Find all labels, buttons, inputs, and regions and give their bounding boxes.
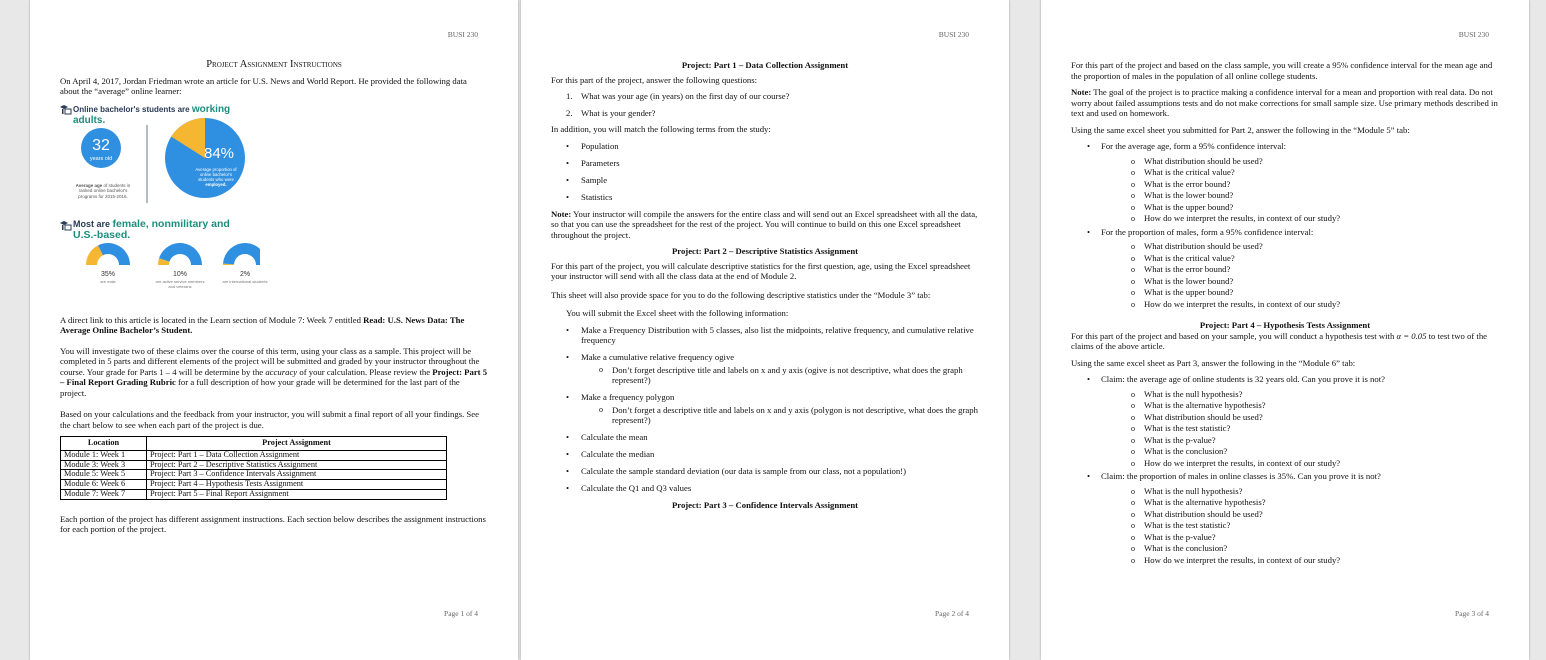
list-item: 2. What is your gender? <box>566 107 656 118</box>
sub-list <box>599 365 979 386</box>
part2-paragraph-3: You will submit the Excel sheet with the following information: <box>566 308 789 318</box>
part1-note <box>551 209 979 241</box>
gauge-caption: are active service members and veterans <box>155 278 205 289</box>
sub-list <box>1131 241 1499 310</box>
investigate-paragraph <box>60 346 488 399</box>
gauge-label <box>155 271 205 289</box>
sub-list-item: o What is the lower bound? <box>1131 190 1499 202</box>
sub-list-item: o What is the error bound? <box>1131 179 1499 191</box>
sub-list-item: o What is the critical value? <box>1131 167 1499 179</box>
location-cell: Module 3: Week 3 <box>61 460 147 470</box>
sub-list-item: o What is the alternative hypothesis? <box>1131 497 1499 509</box>
heading1-text: Online bachelor's students are <box>73 104 192 114</box>
sub-list-item: o What is the upper bound? <box>1131 287 1499 299</box>
gauge-remainder-arc <box>223 242 260 264</box>
sub-list-item: o How do we interpret the results, in context of our study? <box>1131 555 1499 567</box>
list-item <box>566 392 979 426</box>
sub-list-item: o What is the conclusion? <box>1131 543 1499 555</box>
age-caption-bold: Average age <box>75 182 103 188</box>
terms-intro: In addition, you will match the following terms from the study: <box>551 124 771 134</box>
para2-rubric: Project: Part 5 – Final Report Grading Rubric <box>60 366 488 387</box>
infographic-heading-2 <box>73 219 250 242</box>
part2-paragraph-1: For this part of the project, you will calculate descriptive statistics for the first question, age, using the Excel spreadsheet your instructor will send with all the class data at the end of Module 2. <box>551 260 971 281</box>
assignment-cell: Project: Part 1 – Data Collection Assignment <box>147 450 447 460</box>
part1-intro: For this part of the project, answer the following questions: <box>551 74 758 85</box>
document-page-3 <box>1041 0 1529 660</box>
list-item <box>1071 471 1499 566</box>
part4-intro-a: For this part of the project and based on your sample, you will conduct a hypothesis test with <box>1071 330 1397 341</box>
link-paragraph <box>60 315 488 336</box>
document-page-1 <box>30 0 518 660</box>
intro-paragraph: On April 4, 2017, Jordan Friedman wrote an article for U.S. News and World Report. He provided the following data about the “average” online learner: <box>60 75 467 96</box>
item-text: For the proportion of males, form a 95% confidence interval: <box>1101 226 1314 237</box>
gauge-group <box>86 242 260 264</box>
assignment-cell: Project: Part 4 – Hypothesis Tests Assignment <box>147 480 447 490</box>
employed-label: 84% <box>203 144 235 162</box>
list-item: • Population <box>566 141 979 152</box>
document-page-2 <box>521 0 1009 660</box>
item-text: Claim: the average age of online students is 32 years old. Can you prove it is not? <box>1101 374 1385 384</box>
part3-title: Project: Part 3 – Confidence Intervals Assignment <box>671 500 859 510</box>
note-label: Note: <box>551 208 572 219</box>
article-link[interactable]: Read: U.S. News Data: The Average Online Bachelor’s Student. <box>60 314 465 335</box>
sub-list-item: o How do we interpret the results, in context of our study? <box>1131 213 1499 225</box>
table-header-row <box>61 437 447 451</box>
sub-list-item: o What is the upper bound? <box>1131 202 1499 214</box>
item-text: Make a cumulative relative frequency ogive <box>581 352 735 362</box>
page-1-body <box>60 60 488 541</box>
list-item: • Make a Frequency Distribution with 5 classes, also list the midpoints, relative frequency, and cumulative relative frequency <box>566 325 979 346</box>
sub-list-item: o What distribution should be used? <box>1131 509 1499 521</box>
gauge-label <box>220 271 270 284</box>
sub-list-item: o What is the lower bound? <box>1131 276 1499 288</box>
list-item <box>566 352 979 386</box>
para2-c: of your calculation. Please review the <box>297 366 433 377</box>
age-caption <box>73 183 133 200</box>
sub-list-item: o What distribution should be used? <box>1131 412 1499 424</box>
part3-instructions: Using the same excel sheet you submitted for Part 2, answer the following in the “Module 5” tab: <box>1071 124 1410 135</box>
part4-intro <box>1071 331 1499 352</box>
page-3-body <box>1071 60 1499 570</box>
employed-caption <box>192 167 240 188</box>
table-row <box>61 480 447 490</box>
age-value: 32 <box>92 136 110 154</box>
list-item <box>1071 141 1499 225</box>
page-2-body <box>551 60 979 515</box>
part4-instructions: Using the same excel sheet as Part 3, answer the following in the “Module 6” tab: <box>1071 357 1356 368</box>
part4-intro-c: to test two of the claims of the above article. <box>1071 330 1488 351</box>
sub-list-item: o What distribution should be used? <box>1131 241 1499 253</box>
sub-list-item: o What is the null hypothesis? <box>1131 389 1499 401</box>
location-cell: Module 1: Week 1 <box>61 450 147 460</box>
list-item: 1. What was your age (in years) on the first day of our course? <box>566 91 790 101</box>
link-text: A direct link to this article is located in the Learn section of Module 7: Week 7 entitled <box>60 314 364 325</box>
page-number: Page 1 of 4 <box>444 609 478 618</box>
note-text: Your instructor will compile the answers for the entire class and will send out an Excel spreadsheet with all the data, so that you can use the spreadsheet for the rest of the project. You will continue to build on this one Excel spreadsheet throughout the project. <box>551 208 978 240</box>
running-header: BUSI 230 <box>1458 30 1489 39</box>
list-item: • Calculate the median <box>566 449 979 460</box>
sub-list-item: o What is the conclusion? <box>1131 446 1499 458</box>
column-header-location: Location <box>61 437 147 451</box>
assignment-cell: Project: Part 2 – Descriptive Statistics Assignment <box>147 460 447 470</box>
part3-intro: For this part of the project and based on the class sample, you will create a 95% confidence interval for the mean age and the proportion of males in the population of all online college students. <box>1071 60 1493 81</box>
para2-e: for a full description of how your grade will be determined for the last part of the project. <box>60 377 460 398</box>
location-cell: Module 6: Week 6 <box>61 480 147 490</box>
employed-caption-bold: employed. <box>205 182 227 188</box>
ci-list <box>1071 141 1499 310</box>
list-item: • Parameters <box>566 158 979 169</box>
alpha-value: α = 0.05 <box>1396 330 1427 341</box>
column-header-assignment: Project Assignment <box>147 437 447 451</box>
item-text: Make a frequency polygon <box>581 392 675 402</box>
question-list <box>566 91 979 118</box>
sub-list-item: o What distribution should be used? <box>1131 156 1499 168</box>
assignment-cell: Project: Part 3 – Confidence Intervals Assignment <box>147 470 447 480</box>
table-row <box>61 450 447 460</box>
sub-list-item: o How do we interpret the results, in context of our study? <box>1131 299 1499 311</box>
gauge-remainder-arc <box>98 243 130 265</box>
heading2-text: Most are <box>73 218 113 229</box>
assignment-cell: Project: Part 5 – Final Report Assignment <box>147 489 447 499</box>
terms-list <box>566 141 979 203</box>
item-text: For the average age, form a 95% confidence interval: <box>1101 141 1287 151</box>
sub-list-item: o What is the critical value? <box>1131 253 1499 265</box>
age-caption-text: of students in ranked online bachelor's programs for 2015-2016. <box>78 182 131 199</box>
running-header: BUSI 230 <box>938 30 969 39</box>
sub-list-item: o What is the p-value? <box>1131 532 1499 544</box>
para2-a: You will investigate two of these claims over the course of this term, using your class as a sample. This project will be completed in 5 parts and different elements of the project will be submitted and graded by your instructor throughout the course. Your grade for Parts 1 – 4 will be determine by the <box>60 345 480 377</box>
part1-title: Project: Part 1 – Data Collection Assignment <box>681 60 849 70</box>
age-unit: years old <box>89 155 113 162</box>
sub-list <box>1131 389 1499 470</box>
sub-list-item: o What is the alternative hypothesis? <box>1131 400 1499 412</box>
ht-list <box>1071 374 1499 566</box>
sub-list-item: o Don’t forget a descriptive title and labels on x and y axis (polygon is not descriptive, what does the graph represent?) <box>599 405 979 426</box>
list-item: • Sample <box>566 175 979 186</box>
location-cell: Module 7: Week 7 <box>61 489 147 499</box>
sub-list <box>1131 486 1499 567</box>
part2-paragraph-2: This sheet will also provide space for you to do the following descriptive statistics under the “Module 3” tab: <box>551 289 931 300</box>
sub-list <box>1131 156 1499 225</box>
gauge-label <box>83 271 133 284</box>
part3-note <box>1071 87 1499 119</box>
item-text: Claim: the proportion of males in online classes is 35%. Can you prove it is not? <box>1101 471 1381 481</box>
sub-list-item: o What is the test statistic? <box>1131 423 1499 435</box>
para2-accuracy: accuracy <box>265 366 298 377</box>
gauge-caption: are international students <box>222 278 268 284</box>
note-label: Note: <box>1071 87 1092 97</box>
employed-caption-text: Average proportion of online bachelor's students who were <box>195 166 237 183</box>
gauge-percent: 10% <box>172 270 187 278</box>
gauge-percent: 35% <box>100 270 115 278</box>
sub-list-item: o What is the error bound? <box>1131 264 1499 276</box>
part2-title: Project: Part 2 – Descriptive Statistics Assignment <box>671 246 859 256</box>
running-header: BUSI 230 <box>447 30 478 39</box>
graduation-icon <box>60 105 71 114</box>
sub-list-item: o What is the test statistic? <box>1131 520 1499 532</box>
heading2-highlight: female, nonmilitary and U.S.-based. <box>73 217 230 241</box>
sub-list-item: o What is the null hypothesis? <box>1131 486 1499 498</box>
list-item <box>1071 374 1499 469</box>
location-cell: Module 5: Week 5 <box>61 470 147 480</box>
sub-list <box>599 405 979 426</box>
list-item <box>1071 227 1499 311</box>
deliverables-list <box>566 325 979 494</box>
part4-title: Project: Part 4 – Hypothesis Tests Assignment <box>1199 320 1371 330</box>
table-row <box>61 489 447 499</box>
infographic-heading-1 <box>73 104 250 127</box>
note-text: The goal of the project is to practice making a confidence interval for a mean and proportion with real data. Do not worry about failed assumptions tests and do not make corrections for small sample size. Use primary methods described in text and used on homework. <box>1071 87 1498 118</box>
infographic <box>60 103 268 305</box>
list-item: • Calculate the sample standard deviation (our data is sample from our class, not a population!) <box>566 466 979 477</box>
question-text: What is your gender? <box>581 107 656 118</box>
sub-list-item: o How do we interpret the results, in context of our study? <box>1131 458 1499 470</box>
graduation-icon-2 <box>60 221 71 230</box>
schedule-table <box>60 436 447 500</box>
gauge-caption: are male <box>100 278 116 284</box>
page-title: Project Assignment Instructions <box>206 59 342 70</box>
closing-paragraph: Each portion of the project has different assignment instructions. Each section below describes the assignment instructions for each portion of the project. <box>60 513 486 535</box>
sub-list-item: o What is the p-value? <box>1131 435 1499 447</box>
heading1-highlight: working adults. <box>73 103 231 126</box>
page-number: Page 2 of 4 <box>935 609 969 618</box>
question-text: What was your age (in years) on the first day of our course? <box>581 91 790 101</box>
list-item: • Calculate the Q1 and Q3 values <box>566 483 979 494</box>
page-number: Page 3 of 4 <box>1455 609 1489 618</box>
sub-list-item: o Don’t forget descriptive title and labels on x and y axis (ogive is not descriptive, what does the graph represent?) <box>599 365 979 386</box>
gauge-percent: 2% <box>239 270 251 278</box>
final-report-paragraph: Based on your calculations and the feedback from your instructor, you will submit a final report of all your findings. See the chart below to see when each part of the project is due. <box>60 409 479 430</box>
list-item: • Calculate the mean <box>566 432 979 443</box>
list-item: • Statistics <box>566 192 979 203</box>
